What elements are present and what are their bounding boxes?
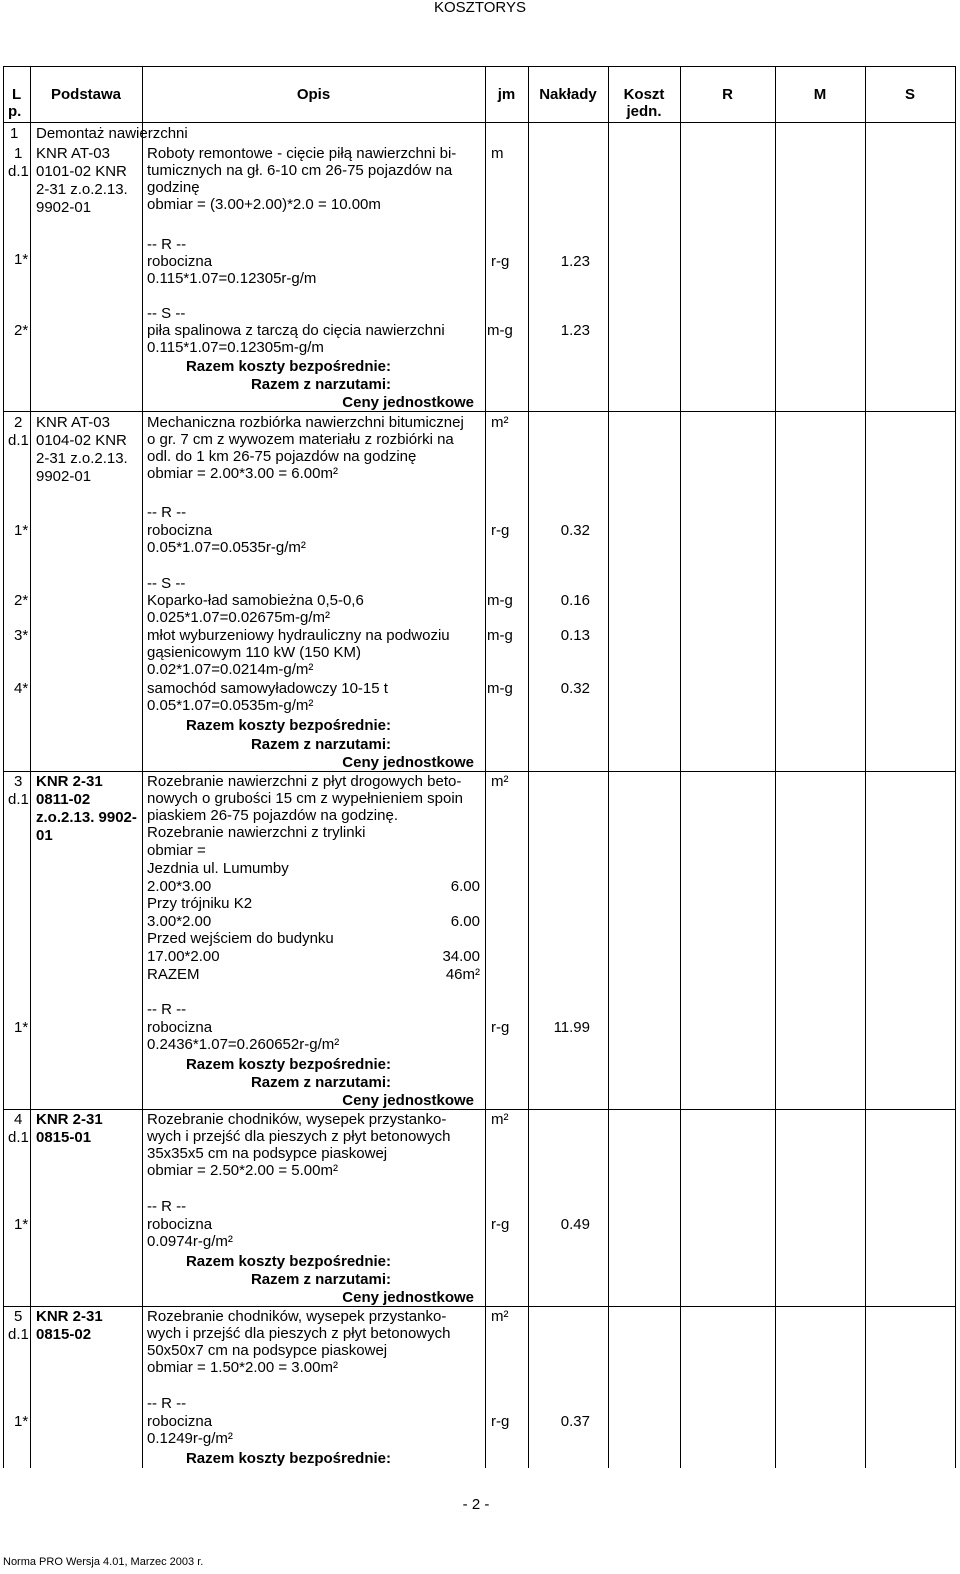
position-description: Mechaniczna rozbiórka nawierzchni bitumicznej: [147, 414, 464, 431]
col-header-naklady: Nakłady: [539, 86, 597, 103]
resource-unit: m-g: [487, 627, 513, 644]
position-description: godzinę: [147, 179, 200, 196]
resource-formula: 0.1249r-g/m²: [147, 1430, 233, 1447]
section-number: 1: [10, 125, 19, 142]
position-description: tumicznych na gł. 6-10 cm 26-75 pojazdów na: [147, 162, 453, 179]
resource-value: 0.37: [560, 1413, 590, 1430]
resource-formula: 0.05*1.07=0.0535m-g/m²: [147, 697, 314, 714]
resource-name: robocizna: [147, 522, 213, 539]
measure-total-value: 46m²: [445, 966, 480, 983]
resource-name: gąsienicowym 110 kW (150 KM): [147, 644, 361, 661]
position-description: Rozebranie chodników, wysepek przystanko-: [147, 1308, 447, 1325]
col-sep-lp: [3, 66, 4, 1468]
resource-name: piła spalinowa z tarczą do cięcia nawierzchni: [147, 322, 445, 339]
position-basis: 0104-02 KNR: [36, 432, 127, 449]
resource-index: 1*: [14, 522, 29, 539]
col-header-m: M: [813, 86, 827, 103]
col-sep-s: [865, 66, 866, 1468]
col-header-lp-2: p.: [8, 103, 22, 120]
position-unit: m²: [491, 1308, 509, 1325]
resource-index: 3*: [14, 627, 29, 644]
position-basis: KNR AT-03: [36, 145, 110, 162]
resource-type: -- R --: [147, 1001, 187, 1018]
resource-type: -- S --: [147, 305, 186, 322]
position-basis: 0815-01: [36, 1129, 92, 1146]
resource-unit: m-g: [487, 322, 513, 339]
resource-index: 2*: [14, 322, 29, 339]
summary-direct-costs: Razem koszty bezpośrednie:: [185, 1056, 391, 1073]
position-measure: obmiar =: [147, 842, 206, 859]
col-header-opis: Opis: [296, 86, 331, 103]
summary-unit-prices: Ceny jednostkowe: [342, 394, 474, 411]
col-header-s: S: [904, 86, 915, 103]
page-number: - 2 -: [462, 1496, 490, 1513]
position-basis: 0101-02 KNR: [36, 163, 127, 180]
summary-direct-costs: Razem koszty bezpośrednie:: [185, 358, 391, 375]
resource-name: Koparko-ład samobieżna 0,5-0,6: [147, 592, 364, 609]
document-title: KOSZTORYS: [434, 0, 526, 16]
summary-direct-costs: Razem koszty bezpośrednie:: [185, 717, 391, 734]
position-number: 1: [14, 145, 23, 162]
position-basis: 0815-02: [36, 1326, 92, 1343]
measure-value: 6.00: [450, 913, 480, 930]
table-top-border: [3, 66, 956, 67]
position-description: o gr. 7 cm z wywozem materiału z rozbiórki na: [147, 431, 454, 448]
resource-type: -- S --: [147, 575, 186, 592]
resource-value: 0.32: [560, 522, 590, 539]
col-sep-jm: [485, 66, 486, 1468]
resource-name: robocizna: [147, 253, 213, 270]
resource-type: -- R --: [147, 1198, 187, 1215]
resource-value: 1.23: [560, 253, 590, 270]
position-measure: obmiar = 1.50*2.00 = 3.00m²: [147, 1359, 338, 1376]
position-description: Rozebranie nawierzchni z płyt drogowych beto-: [147, 773, 462, 790]
summary-direct-costs: Razem koszty bezpośrednie:: [185, 1253, 391, 1270]
col-header-podstawa: Podstawa: [50, 86, 122, 103]
position-d: d.1: [8, 163, 29, 180]
resource-formula: 0.0974r-g/m²: [147, 1233, 233, 1250]
resource-name: robocizna: [147, 1019, 213, 1036]
position-separator: [3, 771, 956, 772]
resource-type: -- R --: [147, 504, 187, 521]
position-description: piaskiem 26-75 pojazdów na godzinę.: [147, 807, 398, 824]
position-description: wych i przejść dla pieszych z płyt betonowych: [147, 1325, 451, 1342]
col-sep-podstawa: [30, 66, 31, 1468]
resource-name: samochód samowyładowczy 10-15 t: [147, 680, 388, 697]
position-unit: m²: [491, 414, 509, 431]
col-header-koszt-2: jedn.: [626, 103, 662, 120]
position-basis: 9902-01: [36, 468, 92, 485]
position-unit: m²: [491, 1111, 509, 1128]
position-d: d.1: [8, 1326, 29, 1343]
position-separator: [3, 411, 956, 412]
position-basis: 2-31 z.o.2.13.: [36, 181, 128, 198]
resource-unit: r-g: [491, 522, 510, 539]
summary-direct-costs: Razem koszty bezpośrednie:: [185, 1450, 391, 1467]
resource-formula: 0.05*1.07=0.0535r-g/m²: [147, 539, 306, 556]
position-basis: KNR 2-31: [36, 773, 103, 790]
col-sep-r: [680, 66, 681, 1468]
resource-value: 0.49: [560, 1216, 590, 1233]
resource-formula: 0.02*1.07=0.0214m-g/m²: [147, 661, 314, 678]
resource-index: 1*: [14, 1019, 29, 1036]
summary-unit-prices: Ceny jednostkowe: [342, 1092, 474, 1109]
position-basis: 2-31 z.o.2.13.: [36, 450, 128, 467]
resource-value: 1.23: [560, 322, 590, 339]
position-basis: KNR AT-03: [36, 414, 110, 431]
summary-with-markups: Razem z narzutami:: [250, 1074, 391, 1091]
position-unit: m: [491, 145, 504, 162]
summary-unit-prices: Ceny jednostkowe: [342, 754, 474, 771]
position-description: Rozebranie chodników, wysepek przystanko-: [147, 1111, 447, 1128]
resource-value: 0.13: [560, 627, 590, 644]
resource-unit: r-g: [491, 1019, 510, 1036]
position-measure: obmiar = 2.00*3.00 = 6.00m²: [147, 465, 338, 482]
measure-label: Przy trójniku K2: [147, 895, 253, 912]
position-d: d.1: [8, 791, 29, 808]
resource-index: 1*: [14, 1216, 29, 1233]
position-description: Rozebranie nawierzchni z trylinki: [147, 824, 366, 841]
col-sep-end: [955, 66, 956, 1468]
position-basis: KNR 2-31: [36, 1111, 103, 1128]
summary-with-markups: Razem z narzutami:: [250, 1271, 391, 1288]
software-footer: Norma PRO Wersja 4.01, Marzec 2003 r.: [3, 1556, 204, 1568]
measure-expr: 3.00*2.00: [147, 913, 212, 930]
position-basis: 01: [36, 827, 53, 844]
position-basis: z.o.2.13. 9902-: [36, 809, 137, 826]
resource-type: -- R --: [147, 1395, 187, 1412]
col-header-jm: jm: [497, 86, 516, 103]
position-basis: 0811-02: [36, 791, 91, 808]
summary-with-markups: Razem z narzutami:: [250, 376, 391, 393]
position-separator: [3, 1306, 956, 1307]
position-description: odl. do 1 km 26-75 pojazdów na godzinę: [147, 448, 417, 465]
resource-type: -- R --: [147, 236, 187, 253]
position-description: 50x50x7 cm na podsypce piaskowej: [147, 1342, 388, 1359]
resource-formula: 0.025*1.07=0.02675m-g/m²: [147, 609, 331, 626]
summary-unit-prices: Ceny jednostkowe: [342, 1289, 474, 1306]
position-unit: m²: [491, 773, 509, 790]
measure-value: 6.00: [450, 878, 480, 895]
resource-index: 4*: [14, 680, 29, 697]
position-measure: obmiar = (3.00+2.00)*2.0 = 10.00m: [147, 196, 381, 213]
position-number: 3: [14, 773, 23, 790]
col-header-r: R: [722, 86, 733, 103]
resource-name: robocizna: [147, 1413, 213, 1430]
resource-unit: r-g: [491, 253, 510, 270]
resource-formula: 0.2436*1.07=0.260652r-g/m²: [147, 1036, 340, 1053]
resource-value: 11.99: [553, 1019, 590, 1036]
col-header-lp: L: [12, 86, 22, 103]
position-measure: obmiar = 2.50*2.00 = 5.00m²: [147, 1162, 338, 1179]
position-separator: [3, 1109, 956, 1110]
col-header-koszt: Koszt: [623, 86, 665, 103]
col-sep-koszt: [608, 66, 609, 1468]
resource-unit: r-g: [491, 1413, 510, 1430]
position-number: 5: [14, 1308, 23, 1325]
resource-index: 2*: [14, 592, 29, 609]
measure-expr: 2.00*3.00: [147, 878, 212, 895]
table-header-bottom: [3, 122, 956, 123]
resource-unit: r-g: [491, 1216, 510, 1233]
measure-label: Przed wejściem do budynku: [147, 930, 334, 947]
position-number: 2: [14, 414, 23, 431]
measure-value: 34.00: [442, 948, 480, 965]
resource-index: 1*: [14, 1413, 29, 1430]
resource-formula: 0.115*1.07=0.12305r-g/m: [147, 270, 317, 287]
resource-unit: m-g: [487, 680, 513, 697]
resource-value: 0.16: [560, 592, 590, 609]
position-basis: 9902-01: [36, 199, 92, 216]
col-sep-m: [775, 66, 776, 1468]
measure-expr: 17.00*2.00: [147, 948, 220, 965]
col-sep-naklady: [528, 66, 529, 1468]
position-number: 4: [14, 1111, 23, 1128]
resource-index: 1*: [14, 251, 29, 268]
measure-label: Jezdnia ul. Lumumby: [147, 860, 289, 877]
section-title: Demontaż nawierzchni: [36, 125, 188, 142]
resource-unit: m-g: [487, 592, 513, 609]
position-basis: KNR 2-31: [36, 1308, 103, 1325]
position-description: 35x35x5 cm na podsypce piaskowej: [147, 1145, 388, 1162]
position-d: d.1: [8, 1129, 29, 1146]
summary-with-markups: Razem z narzutami:: [250, 736, 391, 753]
position-description: nowych o grubości 15 cm z wypełnieniem spoin: [147, 790, 463, 807]
resource-formula: 0.115*1.07=0.12305m-g/m: [147, 339, 324, 356]
resource-name: robocizna: [147, 1216, 213, 1233]
resource-name: młot wyburzeniowy hydrauliczny na podwoziu: [147, 627, 450, 644]
position-description: wych i przejść dla pieszych z płyt betonowych: [147, 1128, 451, 1145]
resource-value: 0.32: [560, 680, 590, 697]
measure-total-label: RAZEM: [147, 966, 200, 983]
position-description: Roboty remontowe - cięcie piłą nawierzchni bi-: [147, 145, 457, 162]
position-d: d.1: [8, 432, 29, 449]
